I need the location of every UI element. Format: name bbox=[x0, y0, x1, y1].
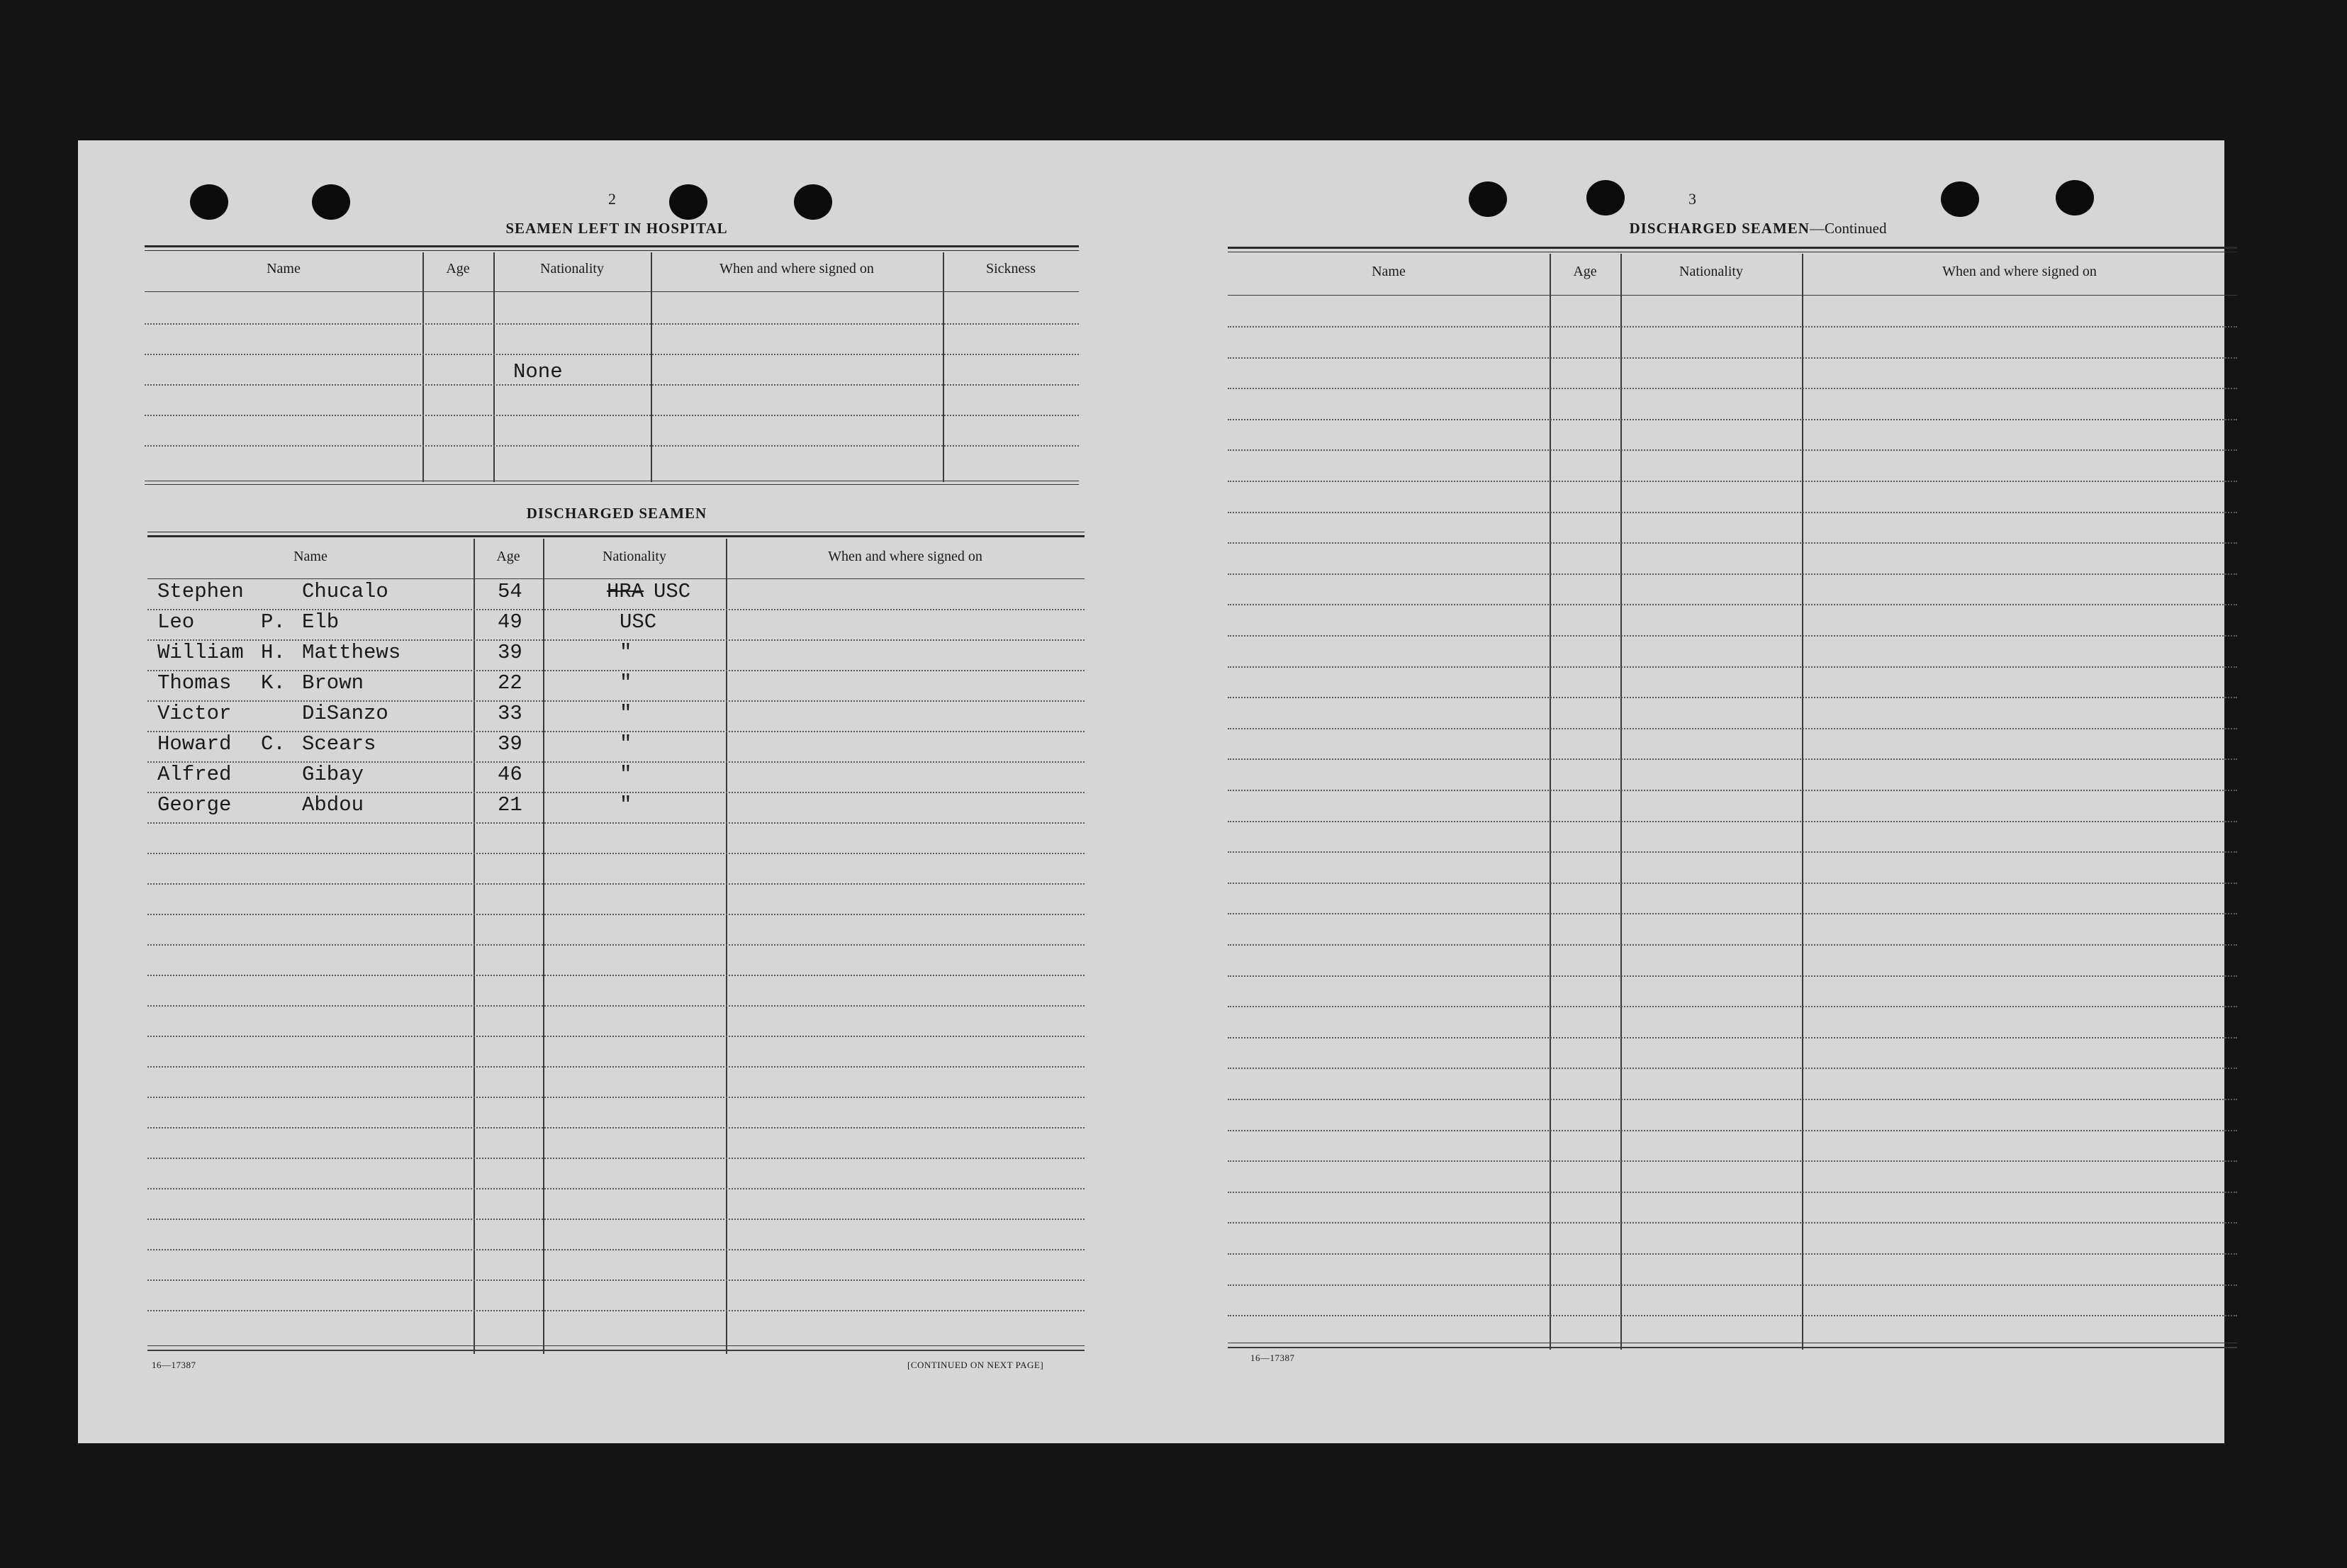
ruled-line bbox=[1228, 1315, 2237, 1316]
discharged-continued-table bbox=[1228, 247, 2237, 1350]
seaman-first-name: George bbox=[157, 793, 232, 817]
ruled-line bbox=[147, 670, 1085, 671]
ruled-line bbox=[1228, 604, 2237, 605]
seaman-nationality: " bbox=[620, 763, 632, 786]
ruled-line bbox=[1228, 1068, 2237, 1069]
column-header: When and where signed on bbox=[828, 549, 982, 564]
hospital-section-title: SEAMEN LEFT IN HOSPITAL bbox=[505, 220, 728, 237]
seaman-middle-initial: K. bbox=[261, 671, 286, 695]
discharged-continued-title bbox=[1283, 220, 2233, 237]
ruled-line bbox=[147, 944, 1085, 946]
seaman-first-name: Thomas bbox=[157, 671, 232, 695]
ruled-line bbox=[1228, 728, 2237, 729]
seaman-nationality: " bbox=[620, 793, 632, 817]
ruled-line bbox=[1228, 388, 2237, 389]
discharged-table bbox=[147, 532, 1085, 1354]
ruled-line bbox=[1228, 542, 2237, 544]
punch-hole bbox=[190, 184, 228, 220]
column-header: When and where signed on bbox=[1942, 264, 2097, 279]
punch-hole bbox=[1469, 181, 1507, 217]
seaman-last-name: Abdou bbox=[302, 793, 364, 817]
seaman-first-name: Leo bbox=[157, 610, 195, 634]
ruled-line bbox=[147, 975, 1085, 976]
punch-hole bbox=[794, 184, 832, 220]
title-main: DISCHARGED SEAMEN bbox=[1629, 220, 1810, 237]
ruled-line bbox=[1228, 419, 2237, 420]
ruled-line bbox=[147, 1066, 1085, 1068]
ruled-line bbox=[1228, 697, 2237, 698]
seaman-nationality: " bbox=[620, 641, 632, 664]
ruled-line bbox=[1228, 851, 2237, 853]
seaman-last-name: Brown bbox=[302, 671, 364, 695]
ruled-line bbox=[147, 1188, 1085, 1189]
ruled-line bbox=[1228, 326, 2237, 327]
seaman-middle-initial: P. bbox=[261, 610, 286, 634]
ruled-line bbox=[1228, 944, 2237, 946]
seaman-nationality-struck: HRA bbox=[607, 580, 644, 603]
ruled-line bbox=[147, 1219, 1085, 1220]
ruled-line bbox=[1228, 758, 2237, 760]
seaman-last-name: Chucalo bbox=[302, 580, 388, 603]
title-continued: —Continued bbox=[1809, 220, 1887, 237]
seaman-nationality: USC bbox=[620, 610, 657, 634]
ruled-line bbox=[1228, 449, 2237, 451]
seaman-last-name: Elb bbox=[302, 610, 340, 634]
punch-hole bbox=[669, 184, 707, 220]
ruled-line bbox=[147, 822, 1085, 824]
ruled-line bbox=[147, 1097, 1085, 1098]
seaman-age: 39 bbox=[498, 732, 522, 756]
page-number: 2 bbox=[608, 190, 616, 208]
ruled-line bbox=[147, 1036, 1085, 1037]
ruled-line bbox=[147, 761, 1085, 763]
ruled-line bbox=[1228, 821, 2237, 822]
seaman-age: 21 bbox=[498, 793, 522, 817]
seaman-last-name: Gibay bbox=[302, 763, 364, 786]
ruled-line bbox=[1228, 1160, 2237, 1162]
column-header: Age bbox=[1573, 264, 1597, 279]
discharged-section-title: DISCHARGED SEAMEN bbox=[526, 505, 707, 522]
seaman-age: 54 bbox=[498, 580, 522, 603]
ruled-line bbox=[1228, 357, 2237, 359]
seaman-age: 33 bbox=[498, 702, 522, 725]
page-number: 3 bbox=[1688, 190, 1696, 208]
ruled-line bbox=[147, 1158, 1085, 1159]
ruled-line bbox=[1228, 1099, 2237, 1100]
ruled-line bbox=[1228, 1130, 2237, 1131]
ruled-line bbox=[147, 914, 1085, 915]
seaman-first-name: Alfred bbox=[157, 763, 232, 786]
ruled-line bbox=[1228, 1192, 2237, 1193]
ruled-line bbox=[1228, 1253, 2237, 1255]
column-header: Age bbox=[446, 261, 470, 276]
ruled-line bbox=[147, 639, 1085, 641]
column-header: When and where signed on bbox=[719, 261, 874, 276]
ruled-line bbox=[147, 1310, 1085, 1311]
ruled-line bbox=[1228, 481, 2237, 482]
ruled-line bbox=[147, 1249, 1085, 1250]
seaman-age: 49 bbox=[498, 610, 522, 634]
column-header: Sickness bbox=[986, 261, 1036, 276]
column-header: Name bbox=[1372, 264, 1406, 279]
ruled-line bbox=[1228, 666, 2237, 668]
seaman-last-name: Scears bbox=[302, 732, 376, 756]
seaman-last-name: DiSanzo bbox=[302, 702, 388, 725]
ruled-line bbox=[1228, 1222, 2237, 1223]
seaman-age: 46 bbox=[498, 763, 522, 786]
seaman-nationality: " bbox=[620, 671, 632, 695]
ruled-line bbox=[147, 792, 1085, 793]
punch-hole bbox=[312, 184, 350, 220]
column-header: Nationality bbox=[1679, 264, 1743, 279]
seaman-last-name: Matthews bbox=[302, 641, 401, 664]
hospital-table bbox=[145, 245, 1079, 483]
hospital-entry-none: None bbox=[513, 360, 563, 383]
ruled-line bbox=[147, 731, 1085, 732]
seaman-first-name: William bbox=[157, 641, 244, 664]
column-header: Nationality bbox=[603, 549, 666, 564]
ruled-line bbox=[147, 700, 1085, 702]
ruled-line bbox=[147, 1279, 1085, 1281]
seaman-age: 22 bbox=[498, 671, 522, 695]
ruled-line bbox=[147, 1127, 1085, 1129]
ruled-line bbox=[147, 1005, 1085, 1007]
ruled-line bbox=[1228, 790, 2237, 791]
seaman-first-name: Stephen bbox=[157, 580, 244, 603]
punch-hole bbox=[1586, 180, 1625, 215]
ruled-line bbox=[1228, 913, 2237, 914]
document-sheet bbox=[78, 140, 2224, 1443]
ruled-line bbox=[1228, 1284, 2237, 1286]
seaman-first-name: Victor bbox=[157, 702, 232, 725]
seaman-middle-initial: C. bbox=[261, 732, 286, 756]
ruled-line bbox=[147, 883, 1085, 885]
form-number: 16—17387 bbox=[152, 1360, 196, 1370]
ruled-line bbox=[1228, 1006, 2237, 1007]
seaman-nationality: " bbox=[620, 732, 632, 756]
form-number: 16—17387 bbox=[1250, 1353, 1295, 1363]
seaman-nationality: USC bbox=[654, 580, 691, 603]
column-header: Name bbox=[293, 549, 327, 564]
seaman-nationality: " bbox=[620, 702, 632, 725]
column-header: Nationality bbox=[540, 261, 604, 276]
continued-note: [CONTINUED ON NEXT PAGE] bbox=[907, 1360, 1044, 1370]
column-header: Age bbox=[496, 549, 520, 564]
punch-hole bbox=[1941, 181, 1979, 217]
seaman-age: 39 bbox=[498, 641, 522, 664]
ruled-line bbox=[147, 609, 1085, 610]
ruled-line bbox=[1228, 573, 2237, 575]
ruled-line bbox=[1228, 1037, 2237, 1038]
punch-hole bbox=[2056, 180, 2094, 215]
ruled-line bbox=[1228, 512, 2237, 513]
seaman-middle-initial: H. bbox=[261, 641, 286, 664]
ruled-line bbox=[147, 853, 1085, 854]
ruled-line bbox=[1228, 635, 2237, 637]
column-header: Name bbox=[267, 261, 301, 276]
ruled-line bbox=[1228, 883, 2237, 884]
ruled-line bbox=[1228, 975, 2237, 977]
seaman-first-name: Howard bbox=[157, 732, 232, 756]
